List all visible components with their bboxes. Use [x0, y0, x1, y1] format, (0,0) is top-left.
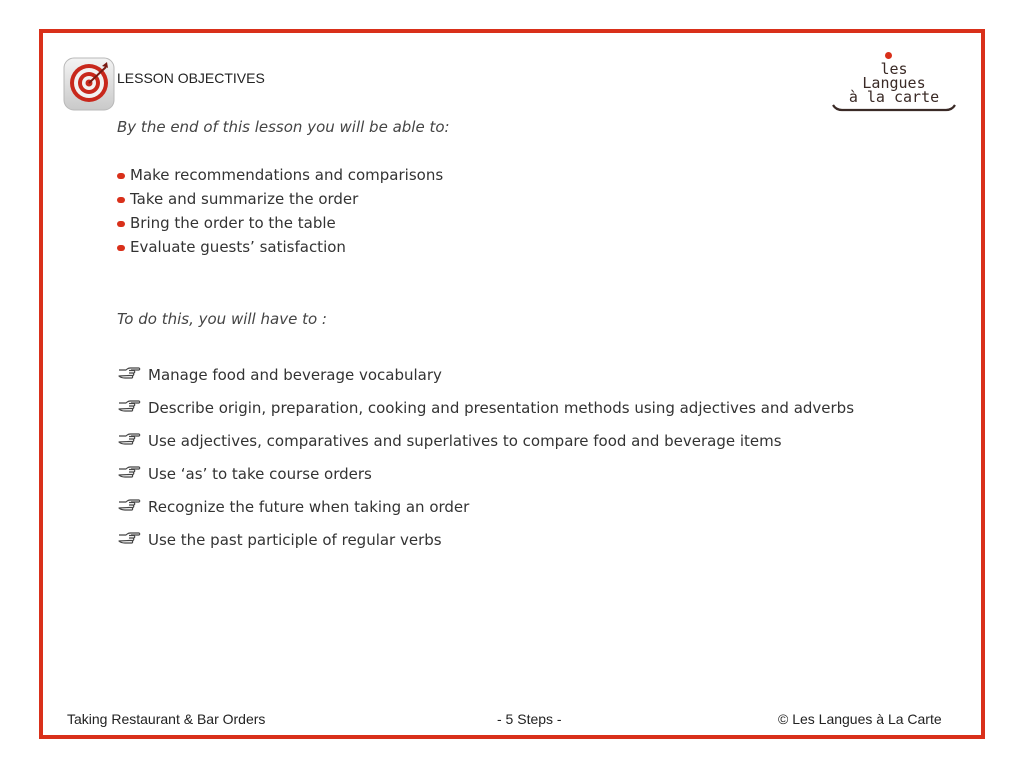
footer-title: Taking Restaurant & Bar Orders [67, 711, 266, 727]
bullet-dot-icon [117, 221, 125, 227]
task-text: Use ‘as’ to take course orders [148, 465, 372, 483]
list-item [117, 528, 854, 561]
bullet-dot-icon [117, 173, 125, 179]
list-item [117, 165, 443, 189]
task-text: Describe origin, preparation, cooking and presentation methods using adjectives and adverbs [148, 399, 855, 417]
footer-copyright: © Les Langues à La Carte [778, 711, 942, 727]
objective-text: Bring the order to the table [130, 214, 336, 232]
logo-line-2: Langues [862, 74, 926, 92]
task-text: Use the past participle of regular verbs [148, 531, 442, 549]
objectives-list [117, 165, 443, 261]
logo-line-3: à la carte [848, 88, 940, 106]
pointing-hand-icon [117, 464, 141, 480]
list-item [117, 213, 443, 237]
tasks-list [117, 363, 854, 561]
bullet-dot-icon [117, 245, 125, 251]
list-item [117, 363, 854, 396]
list-item [117, 495, 854, 528]
objective-text: Evaluate guests’ satisfaction [130, 238, 346, 256]
objective-text: Take and summarize the order [130, 190, 359, 208]
task-text: Manage food and beverage vocabulary [148, 366, 442, 384]
pointing-hand-icon [117, 530, 141, 546]
pointing-hand-icon [117, 365, 141, 381]
task-text: Recognize the future when taking an order [148, 498, 470, 516]
list-item [117, 189, 443, 213]
objective-text: Make recommendations and comparisons [130, 166, 444, 184]
objectives-intro: By the end of this lesson you will be able to: [117, 118, 450, 136]
pointing-hand-icon [117, 431, 141, 447]
list-item [117, 429, 854, 462]
pointing-hand-icon [117, 497, 141, 513]
target-icon [62, 56, 116, 112]
bullet-dot-icon [117, 197, 125, 203]
task-text: Use adjectives, comparatives and superlatives to compare food and beverage items [148, 432, 782, 450]
logo-line-1: les [880, 60, 908, 78]
footer-steps: - 5 Steps - [497, 711, 562, 727]
pointing-hand-icon [117, 398, 141, 414]
tasks-intro: To do this, you will have to : [117, 310, 327, 328]
tray-icon [832, 102, 956, 112]
brand-logo [830, 52, 958, 114]
list-item [117, 396, 854, 429]
list-item [117, 237, 443, 261]
logo-accent-dot [885, 52, 892, 59]
list-item [117, 462, 854, 495]
page-title: LESSON OBJECTIVES [117, 70, 265, 86]
